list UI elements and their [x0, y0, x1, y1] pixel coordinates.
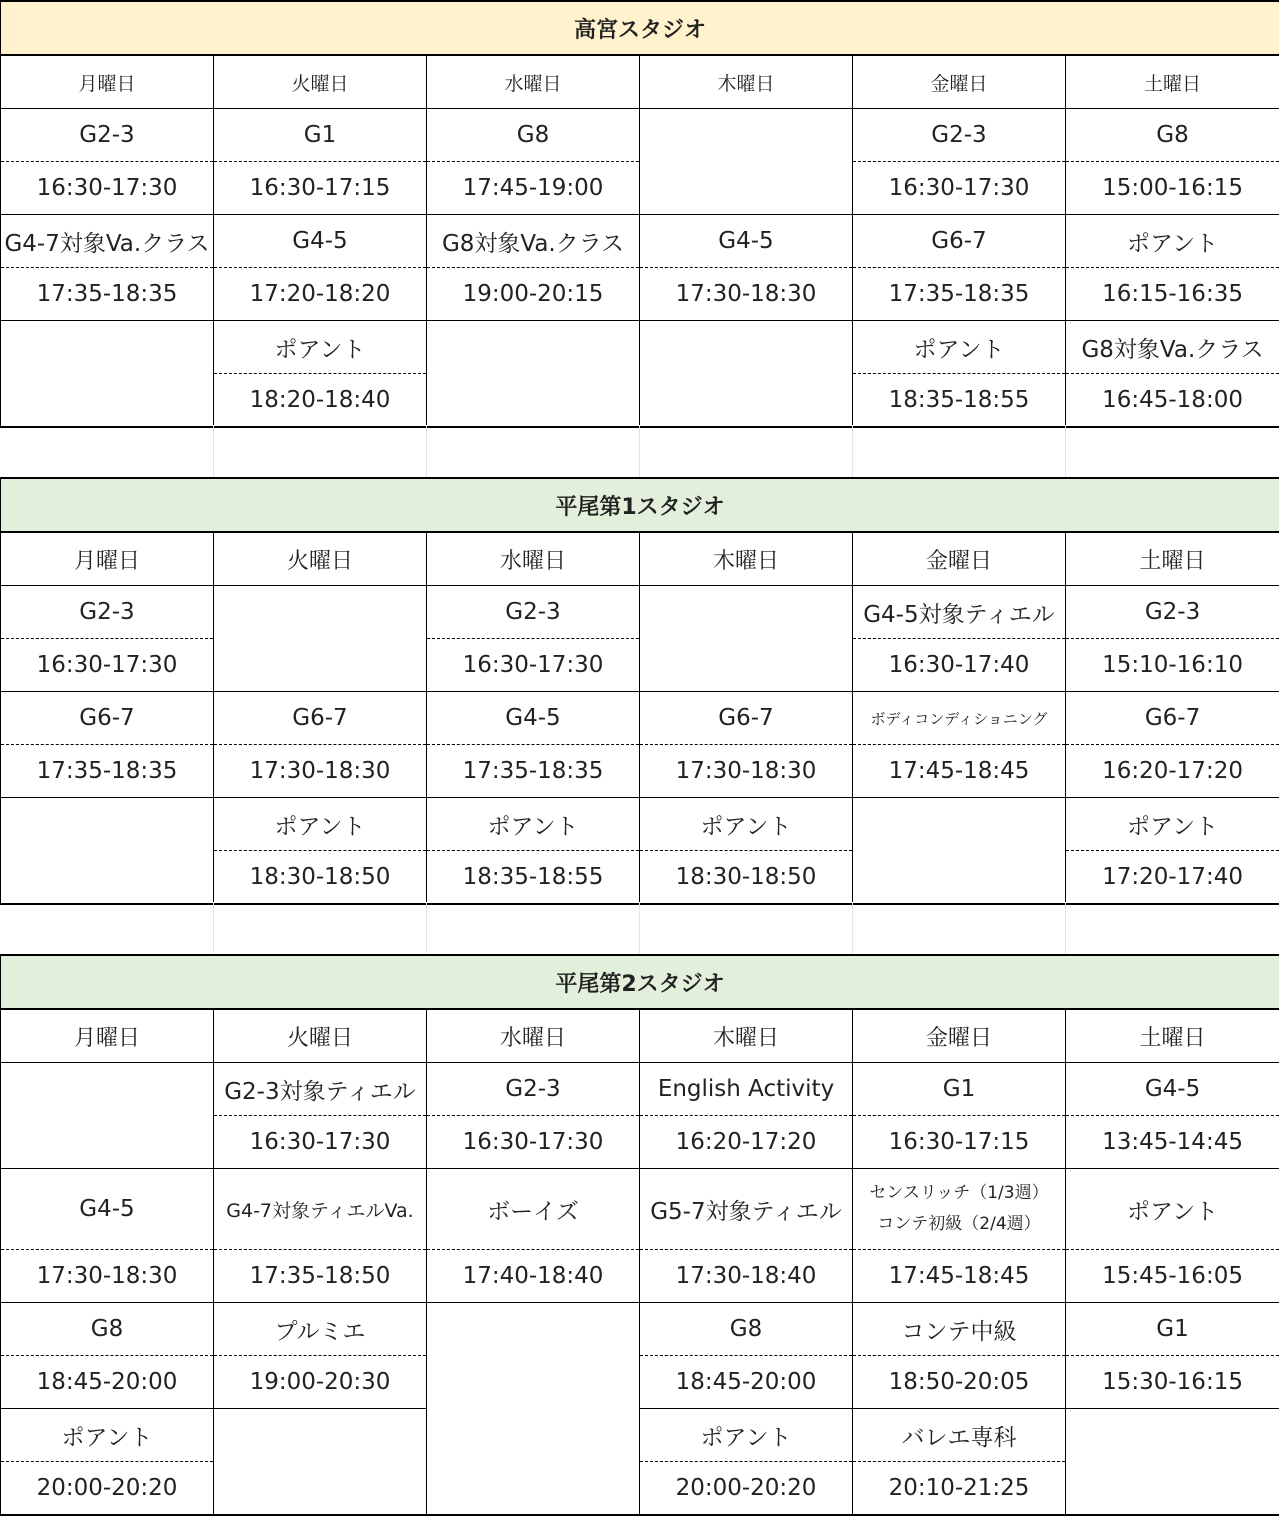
class-name: ポアント	[640, 1409, 853, 1462]
spacer-gridlines	[0, 902, 1279, 954]
class-time: 17:45-18:45	[853, 745, 1066, 798]
empty-cell	[427, 321, 640, 428]
class-name: G2-3	[427, 586, 640, 639]
class-name-line-1: センスリッチ（1/3週）	[853, 1178, 1065, 1209]
class-name: G8	[427, 109, 640, 162]
class-name: G4-5対象ティエル	[853, 586, 1066, 639]
class-time: 20:00-20:20	[640, 1462, 853, 1516]
class-name: ポアント	[1066, 215, 1279, 268]
class-time: 17:30-18:30	[640, 268, 853, 321]
class-time: 17:30-18:30	[214, 745, 427, 798]
class-time: 16:30-17:30	[853, 162, 1066, 215]
class-time: 18:30-18:50	[640, 851, 853, 905]
class-name: G4-5	[427, 692, 640, 745]
class-time: 20:00-20:20	[1, 1462, 214, 1516]
class-time: 17:20-18:20	[214, 268, 427, 321]
class-name: G2-3	[853, 109, 1066, 162]
studio-table-hirao-2	[0, 954, 1279, 1516]
class-name: ポアント	[214, 798, 427, 851]
day-header-thu: 木曜日	[640, 55, 853, 109]
class-time: 17:30-18:30	[640, 745, 853, 798]
class-time: 18:45-20:00	[1, 1356, 214, 1409]
day-header-mon: 月曜日	[1, 55, 214, 109]
day-header-thu: 木曜日	[640, 1009, 853, 1063]
class-name: G2-3	[1, 586, 214, 639]
day-header-tue: 火曜日	[214, 55, 427, 109]
day-header-tue: 火曜日	[214, 1009, 427, 1063]
class-name: G4-7対象ティエルVa.	[214, 1169, 427, 1250]
empty-cell	[427, 1303, 640, 1516]
class-name: G8対象Va.クラス	[1066, 321, 1279, 374]
class-time: 17:35-18:35	[1, 745, 214, 798]
class-time: 16:30-17:15	[214, 162, 427, 215]
empty-cell	[1, 1063, 214, 1169]
class-time: 19:00-20:15	[427, 268, 640, 321]
class-name: G8	[640, 1303, 853, 1356]
class-name-line-2: コンテ初級（2/4週）	[853, 1209, 1065, 1240]
class-name-multi	[853, 1169, 1066, 1250]
class-time: 16:30-17:30	[1, 639, 214, 692]
class-name: コンテ中級	[853, 1303, 1066, 1356]
empty-cell	[640, 586, 853, 692]
class-time: 17:45-19:00	[427, 162, 640, 215]
class-name: G6-7	[853, 215, 1066, 268]
class-name: ボディコンディショニング	[853, 692, 1066, 745]
class-name: ボーイズ	[427, 1169, 640, 1250]
class-name: G6-7	[640, 692, 853, 745]
class-time: 19:00-20:30	[214, 1356, 427, 1409]
class-name: English Activity	[640, 1063, 853, 1116]
class-time: 18:35-18:55	[853, 374, 1066, 428]
day-header-mon: 月曜日	[1, 532, 214, 586]
class-time: 16:30-17:40	[853, 639, 1066, 692]
class-time: 18:45-20:00	[640, 1356, 853, 1409]
class-name: G8	[1, 1303, 214, 1356]
class-name: G4-7対象Va.クラス	[1, 215, 214, 268]
class-name: ポアント	[1066, 798, 1279, 851]
class-name: G2-3	[1066, 586, 1279, 639]
class-name: G8対象Va.クラス	[427, 215, 640, 268]
empty-cell	[1, 321, 214, 428]
day-header-sat: 土曜日	[1066, 1009, 1279, 1063]
class-name: G2-3	[1, 109, 214, 162]
class-name: ポアント	[853, 321, 1066, 374]
spacer-gridlines	[0, 425, 1279, 477]
class-time: 17:35-18:35	[427, 745, 640, 798]
class-time: 17:40-18:40	[427, 1250, 640, 1303]
class-time: 18:20-18:40	[214, 374, 427, 428]
class-name: G8	[1066, 109, 1279, 162]
empty-cell	[640, 109, 853, 215]
class-time: 16:20-17:20	[1066, 745, 1279, 798]
class-name: G1	[214, 109, 427, 162]
empty-cell	[853, 798, 1066, 905]
class-name: G4-5	[1066, 1063, 1279, 1116]
class-name: G6-7	[1066, 692, 1279, 745]
class-time: 15:30-16:15	[1066, 1356, 1279, 1409]
empty-cell	[1, 798, 214, 905]
class-time: 17:30-18:40	[640, 1250, 853, 1303]
class-name: ポアント	[1, 1409, 214, 1462]
class-time: 17:35-18:35	[1, 268, 214, 321]
class-time: 17:35-18:50	[214, 1250, 427, 1303]
class-time: 16:30-17:30	[427, 1116, 640, 1169]
day-header-fri: 金曜日	[853, 55, 1066, 109]
class-name: G2-3対象ティエル	[214, 1063, 427, 1116]
class-name: ポアント	[214, 321, 427, 374]
class-name: G6-7	[214, 692, 427, 745]
class-name: ポアント	[640, 798, 853, 851]
class-time: 17:30-18:30	[1, 1250, 214, 1303]
class-name: バレエ専科	[853, 1409, 1066, 1462]
day-header-fri: 金曜日	[853, 1009, 1066, 1063]
day-header-mon: 月曜日	[1, 1009, 214, 1063]
empty-cell	[640, 321, 853, 428]
class-name: G5-7対象ティエル	[640, 1169, 853, 1250]
studio-table-takamiya	[0, 0, 1279, 428]
class-time: 18:35-18:55	[427, 851, 640, 905]
class-time: 20:10-21:25	[853, 1462, 1066, 1516]
class-time: 13:45-14:45	[1066, 1116, 1279, 1169]
class-name: G1	[1066, 1303, 1279, 1356]
studio-title: 高宮スタジオ	[1, 1, 1279, 55]
class-name: G4-5	[214, 215, 427, 268]
class-time: 15:45-16:05	[1066, 1250, 1279, 1303]
class-name: プルミエ	[214, 1303, 427, 1356]
class-time: 17:20-17:40	[1066, 851, 1279, 905]
studio-title: 平尾第1スタジオ	[1, 478, 1279, 532]
class-name: ポアント	[1066, 1169, 1279, 1250]
class-name: G4-5	[640, 215, 853, 268]
class-name: G1	[853, 1063, 1066, 1116]
studio-title: 平尾第2スタジオ	[1, 955, 1279, 1009]
class-time: 16:30-17:30	[427, 639, 640, 692]
day-header-wed: 水曜日	[427, 1009, 640, 1063]
class-name: G2-3	[427, 1063, 640, 1116]
class-time: 16:30-17:30	[1, 162, 214, 215]
empty-cell	[214, 586, 427, 692]
day-header-sat: 土曜日	[1066, 532, 1279, 586]
class-time: 17:45-18:45	[853, 1250, 1066, 1303]
studio-table-hirao-1	[0, 477, 1279, 905]
class-name: G6-7	[1, 692, 214, 745]
empty-cell	[214, 1409, 427, 1516]
class-time: 18:50-20:05	[853, 1356, 1066, 1409]
class-time: 15:10-16:10	[1066, 639, 1279, 692]
class-time: 16:20-17:20	[640, 1116, 853, 1169]
day-header-fri: 金曜日	[853, 532, 1066, 586]
day-header-wed: 水曜日	[427, 532, 640, 586]
day-header-tue: 火曜日	[214, 532, 427, 586]
class-time: 17:35-18:35	[853, 268, 1066, 321]
class-time: 15:00-16:15	[1066, 162, 1279, 215]
empty-cell	[1066, 1409, 1279, 1516]
class-time: 16:30-17:15	[853, 1116, 1066, 1169]
class-time: 16:45-18:00	[1066, 374, 1279, 428]
class-time: 18:30-18:50	[214, 851, 427, 905]
class-time: 16:15-16:35	[1066, 268, 1279, 321]
class-time: 16:30-17:30	[214, 1116, 427, 1169]
class-name: G4-5	[1, 1169, 214, 1250]
day-header-sat: 土曜日	[1066, 55, 1279, 109]
day-header-wed: 水曜日	[427, 55, 640, 109]
class-name: ポアント	[427, 798, 640, 851]
day-header-thu: 木曜日	[640, 532, 853, 586]
